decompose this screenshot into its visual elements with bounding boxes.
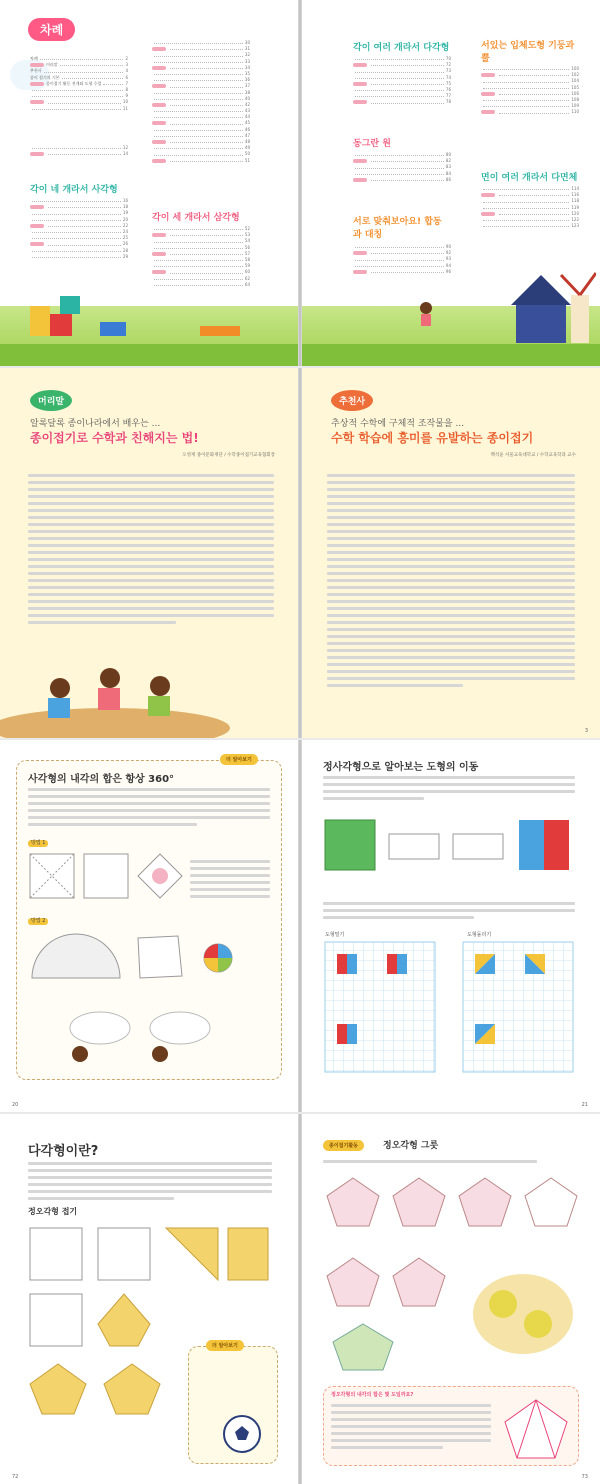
toc-item-page: 42 <box>244 101 250 107</box>
toc-item-page: 6 <box>125 74 128 80</box>
toc-column <box>30 56 128 112</box>
section-heading: 각이 세 개라서 삼각형 <box>152 213 240 223</box>
transform-page <box>301 740 600 1112</box>
toc-item-page: 109 <box>571 103 579 109</box>
toc-item[interactable] <box>353 99 451 105</box>
toc-item-page: 28 <box>122 247 128 253</box>
preface-page <box>0 368 299 738</box>
question-body <box>331 1404 491 1453</box>
recommendation-author: 백석윤 서울교육대학교 / 수학교육학과 교수 <box>490 453 576 458</box>
toc-item-page: 18 <box>122 204 128 210</box>
section-body <box>323 1160 575 1167</box>
preface-body <box>28 474 274 628</box>
page-number: 20 <box>12 1102 19 1108</box>
toc-item-page: 104 <box>571 78 579 84</box>
toc-item-label <box>353 99 369 105</box>
section-body <box>28 1162 272 1204</box>
toc-item-page: 12 <box>122 145 128 150</box>
toc-item-label <box>30 151 46 157</box>
method-label: 방법 2 <box>28 918 48 925</box>
toc-item-page: 78 <box>445 99 451 105</box>
recommendation-page <box>301 368 600 738</box>
toc-item-page: 2 <box>125 56 128 61</box>
toc-item-page: 49 <box>244 145 250 151</box>
toc-item[interactable] <box>481 223 579 229</box>
block-decoration <box>200 326 240 336</box>
book-gutter <box>298 740 302 1112</box>
toc-item-page: 102 <box>571 72 579 78</box>
toc-item-page: 40 <box>244 95 250 101</box>
toc-column <box>481 66 579 116</box>
recommendation-body <box>327 474 575 691</box>
toc-column <box>30 145 128 157</box>
lesson-spread-polygon <box>0 1114 600 1484</box>
toc-column <box>353 56 451 106</box>
toc-item-page: 26 <box>122 241 128 247</box>
section-heading: 동그란 원 <box>353 139 391 149</box>
toc-item-page: 51 <box>244 157 250 163</box>
recommendation-subtitle: 추상적 수학에 구체적 조작물을 ... <box>331 419 465 429</box>
toc-item-page: 96 <box>445 268 451 274</box>
toc-page-left <box>0 0 299 366</box>
toc-item[interactable] <box>30 151 128 157</box>
method-label: 방법 1 <box>28 840 48 847</box>
method-note <box>190 860 270 902</box>
toc-item-page: 83 <box>445 164 451 170</box>
toc-item-page: 93 <box>445 256 451 262</box>
toc-item-page: 64 <box>244 281 250 287</box>
toc-item-page: 48 <box>244 139 250 144</box>
toc-item-page: 82 <box>445 158 451 164</box>
toc-item-label: 추천사 <box>30 68 42 74</box>
section-heading: 서로 맞춰보아요! 합동과 대칭 <box>353 217 442 240</box>
toc-item-page: 105 <box>571 84 579 90</box>
toc-item-page: 31 <box>244 46 250 52</box>
toc-item-page: 29 <box>122 253 128 259</box>
page-number: 21 <box>581 1102 588 1108</box>
toc-column <box>152 40 250 164</box>
toc-item-page: 20 <box>122 216 128 222</box>
toc-title: 차례 <box>28 18 75 41</box>
angle-sum-page <box>0 740 299 1112</box>
toc-item-label <box>152 158 168 164</box>
toc-item-page: 58 <box>244 256 250 262</box>
toc-item-label: 머리말 <box>30 62 58 68</box>
subsection-title: 정오각형 접기 <box>28 1207 78 1216</box>
toc-item-page: 52 <box>244 226 250 231</box>
preface-author: 오영재 종이문화재단 / 수학종이접기교육협회장 <box>182 453 275 458</box>
toc-item-page: 119 <box>571 204 579 210</box>
fold-steps-diagram <box>323 816 583 896</box>
preface-subtitle: 알록달록 종이나라에서 배우는 ... <box>30 419 161 429</box>
section-heading: 면이 여러 개라서 다면체 <box>481 173 578 183</box>
toc-item-page: 57 <box>244 250 250 256</box>
section-title: 정오각형 그릇 <box>383 1141 439 1151</box>
toc-item-label <box>481 109 497 115</box>
toc-column <box>152 226 250 288</box>
toc-item-page: 59 <box>244 263 250 269</box>
block-decoration <box>100 322 126 336</box>
section-body <box>323 902 575 923</box>
toc-item-page: 114 <box>571 186 579 191</box>
activity-tag: 종이접기활동 <box>323 1140 364 1151</box>
section-title: 정사각형으로 알아보는 도형의 이동 <box>323 762 479 773</box>
toc-item-page: 74 <box>445 74 451 80</box>
toc-item-page: 80 <box>445 152 451 157</box>
toc-item-page: 72 <box>445 62 451 68</box>
block-decoration <box>60 296 80 314</box>
toc-item[interactable] <box>353 269 451 275</box>
toc-item[interactable] <box>353 177 451 183</box>
demo-label: 도형돌리기 <box>467 932 492 938</box>
toc-item-page: 3 <box>125 62 128 68</box>
toc-page-right <box>301 0 600 366</box>
pentagon-bowl-page <box>301 1114 600 1484</box>
grass-ground <box>301 344 600 366</box>
toc-item-page: 10 <box>122 99 128 105</box>
toc-item-label <box>353 269 369 275</box>
toc-item-page: 11 <box>122 105 128 111</box>
book-gutter <box>298 0 302 366</box>
soccer-ball-illustration <box>222 1414 262 1454</box>
section-body <box>323 776 575 804</box>
pentagon-angle-diagram <box>501 1396 571 1462</box>
kids-speech-illustration <box>60 1008 220 1068</box>
toc-item-page: 38 <box>244 89 250 95</box>
recommendation-title: 수학 학습에 흥미를 유발하는 종이접기 <box>331 431 534 445</box>
toc-item-page: 46 <box>244 126 250 132</box>
toc-item-page: 24 <box>122 228 128 234</box>
more-info-tag: 더 알아보기 <box>206 1340 244 1351</box>
toc-item[interactable] <box>30 254 128 260</box>
toc-item-page: 32 <box>244 52 250 58</box>
toc-item-label: 차례 <box>30 56 38 61</box>
toc-item-page: 73 <box>445 68 451 74</box>
toc-item-label: 종이 접기의 기본 <box>30 74 60 80</box>
toc-item-page: 108 <box>571 96 579 102</box>
toc-item-page: 116 <box>571 192 579 198</box>
toc-item-page: 76 <box>445 86 451 92</box>
section-title: 다각형이란? <box>28 1144 99 1159</box>
grid-transform-diagram <box>323 940 583 1090</box>
page-number: 72 <box>12 1474 19 1480</box>
toc-item-page: 123 <box>571 223 579 229</box>
toc-column <box>481 186 579 229</box>
toc-item-page: 35 <box>244 70 250 76</box>
toc-item-page: 33 <box>244 58 250 64</box>
toc-column <box>353 152 451 183</box>
section-heading: 각이 여러 개라서 다각형 <box>353 43 450 53</box>
preface-spread <box>0 368 600 738</box>
toc-item-page: 34 <box>244 64 250 70</box>
toc-item-page: 7 <box>125 80 128 86</box>
toc-item-page: 9 <box>125 93 128 99</box>
toc-item-page: 94 <box>445 262 451 268</box>
toc-column <box>353 244 451 275</box>
toc-item-page: 25 <box>122 235 128 241</box>
toc-item-page: 120 <box>571 210 579 216</box>
toc-item-label: 종이접기 활동 전개와 도형 수업 <box>30 81 101 87</box>
book-gutter <box>298 368 302 738</box>
toc-item-page: 36 <box>244 77 250 83</box>
children-reading-illustration <box>0 648 260 738</box>
girl-illustration <box>416 300 436 330</box>
recommendation-badge: 추천사 <box>331 390 373 411</box>
toc-item-page: 56 <box>244 244 250 250</box>
section-heading: 서있는 입체도형 기둥과 뿔 <box>481 41 575 64</box>
toc-item-page: 60 <box>244 269 250 275</box>
toc-item-page: 19 <box>122 210 128 216</box>
toc-item[interactable] <box>152 158 250 164</box>
toc-item-page: 47 <box>244 132 250 138</box>
section-title: 사각형의 내각의 합은 항상 360° <box>28 774 175 785</box>
toc-item-page: 16 <box>122 198 128 203</box>
toc-item-page: 75 <box>445 80 451 86</box>
block-decoration <box>30 306 50 336</box>
toc-item-page: 106 <box>571 90 579 96</box>
preface-title: 종이접기로 수학과 친해지는 법! <box>30 431 199 445</box>
toc-item-page: 4 <box>125 68 128 74</box>
toc-item-page: 54 <box>244 238 250 244</box>
toc-item-page: 100 <box>571 66 579 71</box>
toc-item-page: 50 <box>244 151 250 157</box>
demo-label: 도형밀기 <box>325 932 345 938</box>
block-decoration <box>50 314 72 336</box>
preface-badge: 머리말 <box>30 390 72 411</box>
toc-item-page: 62 <box>244 275 250 281</box>
grass-ground <box>0 344 299 366</box>
toc-spread <box>0 0 600 366</box>
toc-item-page: 22 <box>122 222 128 228</box>
question-title: 정오각형의 내각의 합은 몇 도일까요? <box>331 1392 414 1398</box>
pentagon-bowl-steps <box>323 1174 583 1374</box>
toc-item-page: 37 <box>244 83 250 89</box>
toc-item-page: 8 <box>125 86 128 92</box>
book-gutter <box>298 1114 302 1484</box>
toc-item[interactable] <box>30 106 128 112</box>
toc-item-page: 45 <box>244 120 250 126</box>
toc-item[interactable] <box>481 109 579 115</box>
toc-item-page: 90 <box>445 244 451 249</box>
toc-item-page: 110 <box>571 109 579 115</box>
toc-item-page: 53 <box>244 232 250 238</box>
toc-item-page: 122 <box>571 216 579 222</box>
toc-item[interactable] <box>152 282 250 288</box>
toc-item-page: 30 <box>244 40 250 45</box>
toc-item-page: 44 <box>244 114 250 120</box>
toc-item-page: 92 <box>445 250 451 256</box>
toc-item-page: 84 <box>445 170 451 176</box>
more-info-tag: 더 알아보기 <box>220 754 258 765</box>
toc-item-label <box>353 177 369 183</box>
toc-column <box>30 198 128 260</box>
section-body <box>28 788 270 830</box>
toc-item-page: 77 <box>445 93 451 99</box>
page-number: 73 <box>581 1474 588 1480</box>
lesson-spread-transform <box>0 740 600 1112</box>
toc-item-page: 118 <box>571 198 579 204</box>
section-heading: 각이 네 개라서 사각형 <box>30 185 118 195</box>
toc-item-page: 43 <box>244 108 250 114</box>
polygon-page <box>0 1114 299 1484</box>
fold-diagram-method2 <box>28 928 278 988</box>
toc-item-page: 14 <box>122 151 128 157</box>
windmill-house-illustration <box>501 265 596 345</box>
toc-item-page: 86 <box>445 176 451 182</box>
page-number: 3 <box>584 728 588 734</box>
toc-item-page: 70 <box>445 56 451 61</box>
